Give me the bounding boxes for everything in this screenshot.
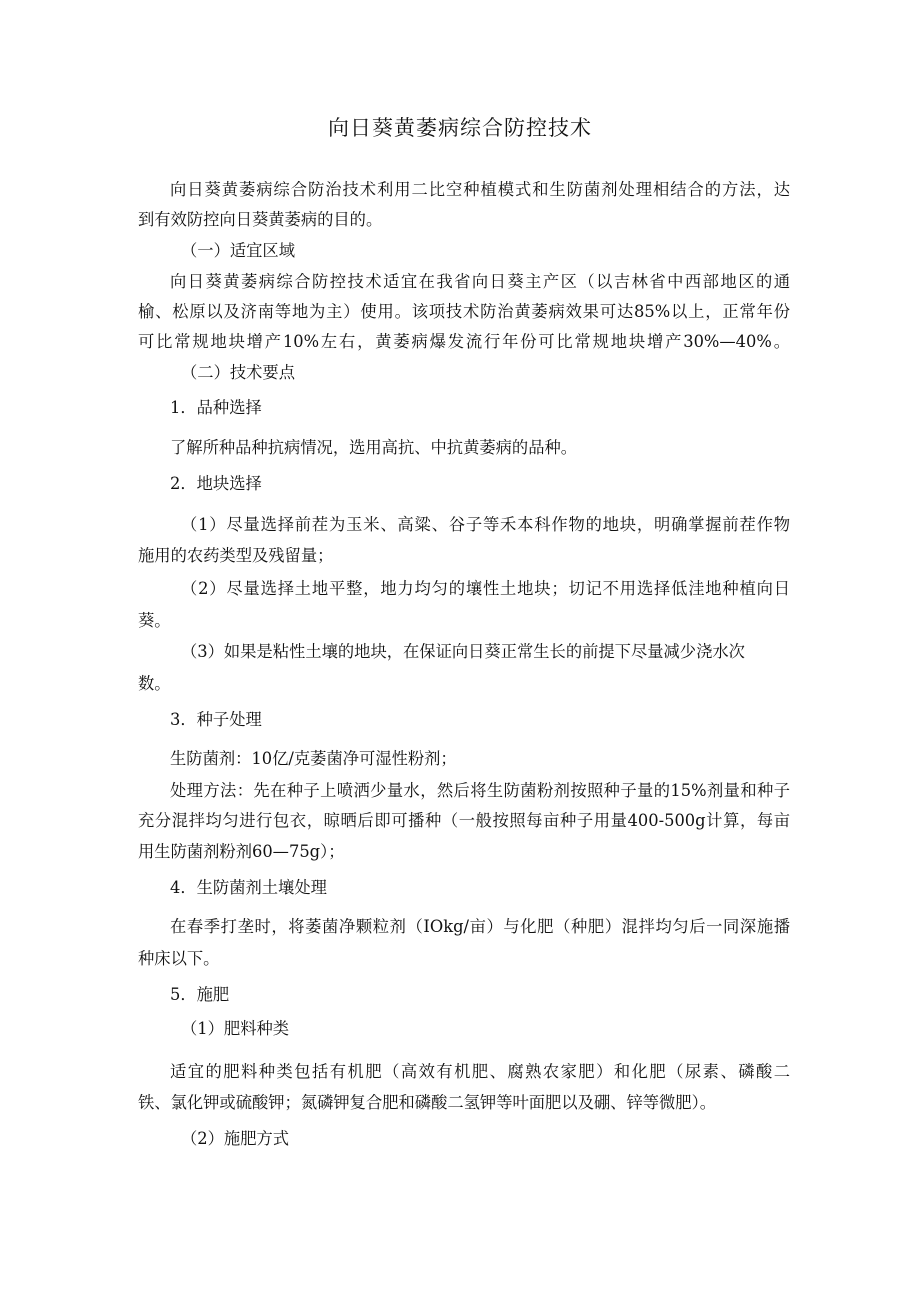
subheading-variety: 1．品种选择 — [170, 398, 262, 417]
subheading-plot: 2．地块选择 — [170, 474, 262, 493]
fertilizer-type-heading: （1）肥料种类 — [181, 1019, 290, 1038]
intro-line-1: 向日葵黄萎病综合防治技术利用二比空种植模式和生防菌剂处理相结合的方法，达 — [170, 180, 790, 199]
plot-item-3-line-2: 数。 — [138, 674, 171, 693]
plot-item-2-line-1: （2）尽量选择土地平整，地力均匀的壤性土地块；切记不用选择低洼地种植向日 — [181, 579, 790, 598]
fertilizer-type-line-1: 适宜的肥料种类包括有机肥（高效有机肥、腐熟农家肥）和化肥（尿素、磷酸二 — [170, 1062, 790, 1081]
variety-text: 了解所种品种抗病情况，选用高抗、中抗黄萎病的品种。 — [170, 438, 578, 457]
intro-line-2: 到有效防控向日葵黄萎病的目的。 — [138, 210, 383, 229]
plot-item-2-line-2: 葵。 — [138, 611, 171, 630]
plot-item-3-line-1: （3）如果是粘性土壤的地块，在保证向日葵正常生长的前提下尽量减少浇水次 — [181, 642, 745, 661]
region-line-2: 榆、松原以及济南等地为主）使用。该项技术防治黄萎病效果可达85%以上，正常年份 — [138, 302, 790, 321]
subheading-soil: 4．生防菌剂土壤处理 — [170, 878, 327, 897]
plot-item-1-line-1: （1）尽量选择前茬为玉米、高粱、谷子等禾本科作物的地块，明确掌握前茬作物 — [181, 515, 790, 534]
soil-line-1: 在春季打垄时，将萎菌净颗粒剂（IOkg/亩）与化肥（种肥）混拌均匀后一同深施播 — [170, 917, 790, 936]
region-line-1: 向日葵黄萎病综合防控技术适宜在我省向日葵主产区（以吉林省中西部地区的通 — [170, 272, 790, 291]
seed-method-line-2: 充分混拌均匀进行包衣，晾晒后即可播种（一般按照每亩种子用量400-500g计算，每亩 — [138, 811, 790, 830]
subheading-seed: 3．种子处理 — [170, 710, 262, 729]
section-heading-region: （一）适宜区域 — [181, 241, 295, 260]
seed-method-line-1: 处理方法：先在种子上喷洒少量水，然后将生防菌粉剂按照种子量的15%剂量和种子 — [170, 781, 790, 800]
seed-method-line-3: 用生防菌剂粉剂60—75g）； — [138, 842, 345, 861]
section-heading-key-points: （二）技术要点 — [181, 363, 295, 382]
document-title: 向日葵黄萎病综合防控技术 — [328, 116, 592, 140]
fertilizer-method-heading: （2）施肥方式 — [181, 1129, 290, 1148]
region-line-3: 可比常规地块增产10%左右，黄萎病爆发流行年份可比常规地块增产30%—40%。 — [138, 332, 790, 351]
fertilizer-type-line-2: 铁、氯化钾或硫酸钾；氮磷钾复合肥和磷酸二氢钾等叶面肥以及硼、锌等微肥）。 — [138, 1093, 716, 1112]
seed-agent: 生防菌剂：10亿/克萎菌净可湿性粉剂； — [170, 749, 457, 768]
soil-line-2: 种床以下。 — [138, 949, 220, 968]
subheading-fertilize: 5．施肥 — [170, 985, 230, 1004]
plot-item-1-line-2: 施用的农药类型及残留量； — [138, 546, 334, 565]
